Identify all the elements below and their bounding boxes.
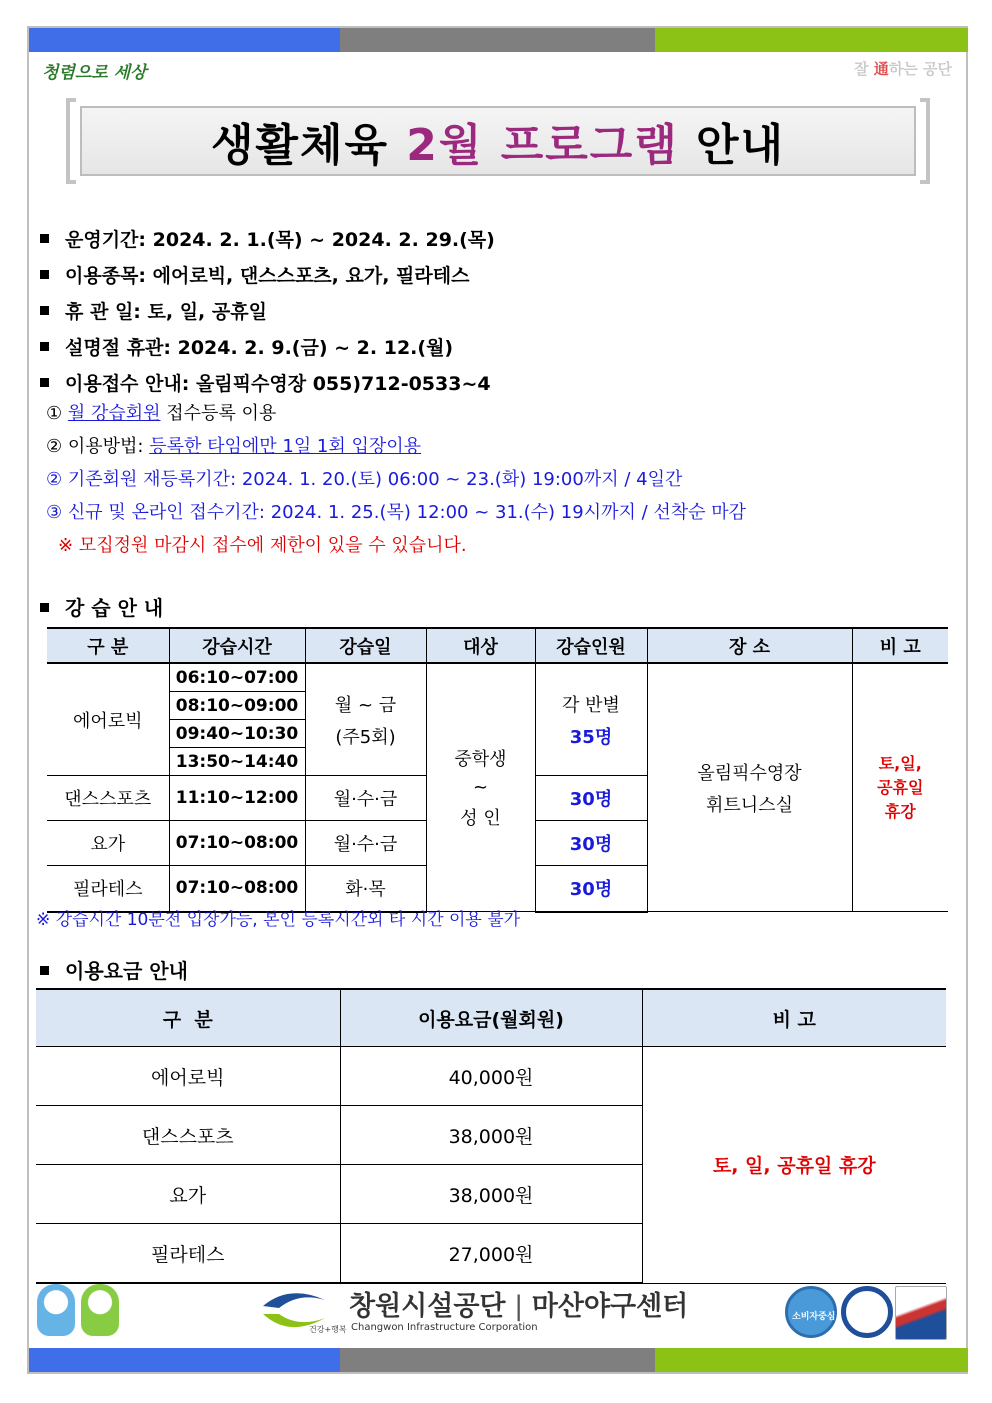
bottom-color-bar — [29, 1348, 968, 1372]
fee-section-heading: 이용요금 안내 — [40, 955, 188, 984]
table-row: 댄스스포츠 11:10~12:00 월·수·금 30명 — [47, 776, 948, 821]
info-item: 설명절 휴관: 2024. 2. 9.(금) ~ 2. 12.(월) — [40, 330, 495, 366]
sub-item: ① 월 강습회원 접수등록 이용 — [46, 403, 277, 424]
info-list — [40, 222, 495, 402]
info-item: 운영기간: 2024. 2. 1.(목) ~ 2024. 2. 29.(목) — [40, 222, 495, 258]
page-title: 생활체육 2월 프로그램 안내 — [210, 120, 786, 171]
svg-text:건강+행복: 건강+행복 — [309, 1325, 347, 1334]
registration-details — [46, 397, 746, 562]
table-row: 필라테스 07:10~08:00 화·목 30명 — [47, 866, 948, 912]
info-item: 이용접수 안내: 올림픽수영장 055)712-0533~4 — [40, 366, 495, 402]
table-row: 에어로빅 06:10~07:00 월 ~ 금 (주5회) 중학생 ~ 성 인 각 반별 35명 올림픽수영장 휘트니스실 토,일, 공휴일 휴강 — [47, 663, 948, 692]
human-rights-badge-icon — [841, 1286, 893, 1338]
info-item: 이용종목: 에어로빅, 댄스스포츠, 요가, 필라테스 — [40, 258, 495, 294]
top-color-bar — [29, 28, 968, 52]
mascot-icon — [37, 1284, 75, 1336]
table-row: 에어로빅 40,000원 토, 일, 공휴일 휴강 — [36, 1047, 946, 1106]
ccm-badge-icon: 소비자중심 — [785, 1286, 837, 1338]
sub-item: ② 기존회원 재등록기간: 2024. 1. 20.(토) 06:00 ~ 23.(화) 19:00까지 / 4일간 — [46, 469, 683, 490]
certification-badge-icon — [895, 1286, 947, 1340]
table-header-row: 구 분 강습시간 강습일 대상 강습인원 장 소 비 고 — [47, 628, 948, 663]
class-table — [47, 627, 948, 913]
table-row: 요가 07:10~08:00 월·수·금 30명 — [47, 821, 948, 866]
integrity-logo: 청렴으로 세상 — [42, 63, 147, 83]
slogan-logo: 잘 通하는 공단 — [854, 60, 952, 78]
sub-item: ③ 신규 및 온라인 접수기간: 2024. 1. 25.(목) 12:00 ~ 31.(수) 19시까지 / 선착순 마감 — [46, 502, 747, 523]
table-row: 필라테스 27,000원 — [36, 1224, 946, 1284]
table-row: 요가 38,000원 — [36, 1165, 946, 1224]
fee-table — [36, 988, 946, 1284]
table-row: 09:40~10:30 — [47, 720, 948, 748]
table-row: 08:10~09:00 — [47, 692, 948, 720]
corp-name: 창원시설공단 | 마산야구센터 — [349, 1291, 689, 1322]
warning-text: ※ 모집정원 마감시 접수에 제한이 있을 수 있습니다. — [58, 535, 467, 556]
corp-english-name: Changwon Infrastructure Corporation — [351, 1322, 538, 1333]
class-note: ※ 강습시간 10분전 입장가능, 본인 등록시간외 타 시간 이용 불가 — [36, 910, 521, 930]
mascot-icon — [81, 1284, 119, 1336]
class-section-heading: 강 습 안 내 — [40, 592, 163, 621]
footer — [29, 1278, 968, 1346]
table-header-row: 구 분 이용요금(월회원) 비 고 — [36, 989, 946, 1047]
title-banner — [66, 98, 930, 184]
table-row: 댄스스포츠 38,000원 — [36, 1106, 946, 1165]
sub-item: ② 이용방법: 등록한 타임에만 1일 1회 입장이용 — [46, 436, 422, 457]
corp-logo-icon — [259, 1284, 347, 1336]
table-row: 13:50~14:40 — [47, 748, 948, 776]
info-item: 휴 관 일: 토, 일, 공휴일 — [40, 294, 495, 330]
